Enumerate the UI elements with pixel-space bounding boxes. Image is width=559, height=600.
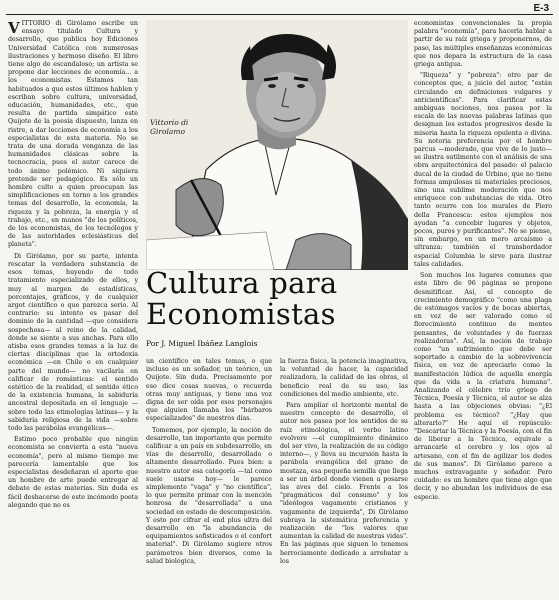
- portrait-illustration: [146, 20, 408, 270]
- author-photo: [146, 20, 408, 270]
- drop-cap: V: [8, 20, 20, 37]
- paragraph: "Riqueza" y "pobreza": otro par de conceptos que, a juicio del autor, "están circulando en definiciones vulgares y anticientíficas". Para clarificar estas ambiguas nociones, nos pasea por la escala de las nuevas palabras latinas que designan los estados progresivos desde la miseria hasta la riqueza opulenta o divina. Su notoria preferencia por el hombre parcus —moderado, que vive de lo justo— se ilustra sutilmente con el análisis de una obra arquitectónica del pasado: el palacio ducal de la ciudad de Urbino, que no tiene formas ampulosas ni materiales preciosos, sino una sublime moderación que nos enriquece con substancias de vida. Otro tanto ocurre con los murales de Piero della Francesca: estos ejemplos nos ayudan "a concebir lugares y objetos, pocos, puros y purificantes". No se piense, sin embargo, en un mero arcaísmo a ultranza: también el transbordador espacial Columbia le sirve para ilustrar tales calidades.: [414, 72, 552, 268]
- article-column-4: [414, 20, 552, 596]
- title-line-2: Economistas: [146, 297, 336, 331]
- paragraph: economistas convencionales la propia palabra "economía", para hacerla hablar a partir de su raíz griega y proponernos, de paso, las múltiples enseñanzas económicas que nos depara la estructura de la casa griega antigua.: [414, 20, 552, 69]
- page-number: E-3: [533, 3, 549, 14]
- paragraph: Tomemos, por ejemplo, la noción de desarrollo, tan importante que permite calificar a un país en subdesarrollo, en vías de desarrollo, desarrollado o altamente desarrollado. Pues bien: a nuestro autor esa categoría —tal como suele usarse hoy— le parece simplemente "vaga" y "no científica", lo que permite primar con la mención honrosa de "desarrollada" a una sociedad en estado de descomposición. Y esto por cifrar el end plus ultra del desarrollo en "la abundancia de equipamientos sofisticados o el confort material". Di Giròlamo sugiere otros parámetros bien diversos, como la salud biológica,: [146, 426, 272, 565]
- article-column-1: [8, 20, 138, 596]
- article-column-2: [146, 358, 272, 596]
- paragraph: un científico en tales temas, o que incluso es un soñador, un teórico, un Quijote. Sin duda. Precisamente por eso dice cosas nuevas, o recuerda otras muy antiguas, y tiene una voz digna de ser oída por esos personajes que alguien llamaba los "bárbaros especializados" de nuestros días.: [146, 358, 272, 423]
- paragraph: Estimo poco probable que ningún economista se convierta a esta "nueva economía", pero al mismo tiempo me parecería lamentable que los especialistas desdeñaran el aporte que un hombre de arte puede entregar al debate de estas materias. Sin duda es fácil deshacerse de este incómodo poeta alegando que no es: [8, 436, 138, 509]
- article-column-3: [280, 358, 408, 596]
- paragraph: la fuerza física, la potencia imaginativa, la voluntad de hacer, la capacidad realizadora, la calidad de las obras, el beneficio real de su uso, las condiciones del medio ambiente, etc.: [280, 358, 408, 398]
- paragraph: Di Giròlamo, por su parte, intenta rescatar la verdadera substancia de esos temas, huyendo de todo tratamiento especializado de ellos, y muy al margen de estadísticas, porcentajes, gráficos, y de cualquier argot científico o que parezca serio. Al contrario: su intento es pasar del dominio de la cantidad —que considera sospechosa— al reino de la calidad, donde se siente a sus anchas. Para ello atisba esos grandes temas a la luz de ciertas disciplinas que la ortodoxia económica —en Chile o en cualquier parte del mundo— no vacilaría en calificar de románticas: el sentido estético de la realidad, el sentido ético de la existencia humana, la sabiduría ancestral depositada en el lenguaje —sobre todo las etimologías latinas— y la sabiduría religiosa de la vida —sobre todo las parábolas evangélicas—.: [8, 252, 138, 432]
- article-title: [146, 268, 408, 330]
- top-rule: [6, 14, 553, 15]
- paragraph: [8, 20, 138, 250]
- title-line-1: Cultura para: [146, 266, 338, 300]
- paragraph-text: ITTORIO di Giròlamo escribe un ensayo titulado Cultura y desarrollo, que publica hoy Ediciones Universidad Católica con numerosas ilustraciones y hermoso diseño. El libro tiene algo de escandaloso; un artista se propone dar lecciones de economía... a los economistas. Estamos tan habituados a que estos últimos hablen y escriban sobre cultura, universidad, educación, humanidades, etc., que resulta de partida simpático este Quijote de la poesía dispuesto, lanza en ristre, a dar lecciones de economía a los especialistas de esta materia. No se trata de una dorada venganza de las humanidades clásicas sobre la tecnocracia, pues el autor carece de todo ánimo polémico. Ni siquiera pretende ser pedagógico. Es sólo un hombre culto a quien preocupan las simplificaciones en torno a los grandes temas del desarrollo, la economía, la riqueza y la pobreza, la energía y el trabajo, etc., en manos "de los políticos, de los economistas, de los tecnólogos y de las autoridades eclesiásticas del planeta".: [8, 20, 138, 249]
- paragraph: Para ampliar el horizonte mental de nuestro concepto de desarrollo, el autor nos pasea por los sentidos de su raíz etimológica, el verbo latino evolvere —el cumplimiento dinámico del ser vivo, la realización de su código interno—, y lleva su incursión hasta la parábola evangélica del grano de mostaza, esa pequeña semilla que llega a ser un árbol donde vienen a posarse las aves del cielo. Frente a los "pragmáticos del consumo" y los "ideólogos vagamente cristianos y vagamente de izquierda", Di Giròlamo subraya la sistemática preferencia y realización de "los valores que aumentan la calidad de nuestras vidas". En las páginas que siguen lo tenemos herrociamente dedicado a arrebatar a los: [280, 402, 408, 565]
- photo-caption: Vittorio di Girolamo: [150, 118, 189, 136]
- paragraph: Son muchos los lugares comunes que este libro de 96 páginas se propone desmitificar. Así, el concepto de crecimiento demográfico "como una plaga de estómagos vacíos y de bocas abiertas, en vez de ser valorado como el florecimiento continuo de mentes pensantes, de voluntades y de fuerzas realizadoras". Así, la noción de trabajo como "un sufrimiento que debe ser soportado a cambio de la sobrevivencia física, en vez de apreciarlo como la manifestación lúdica de aquella energía que da vida a la criatura humana". Analizando el célebre trío griego de Técnica, Poesía y Técnica, el autor se alza hasta a las objeciones obvias: "¿El problema es técnico? "¿Hay que alterarlo?" He aquí el repúsculo: "Descartar la Técnica y la Poesía, con el fin de liberar a la Técnica, equivale a arrancarle el cerebro y los ojos al artesano, con el fin de agilizar los dedos de sus manos". Di Giròlamo parece a muchos extravagante y soñador. Pero cuidado: es un hombre que tiene algo que decir, y no abundan los individuos de esa especie.: [414, 272, 552, 501]
- byline: Por J. Miguel Ibáñez Langlois: [146, 339, 258, 348]
